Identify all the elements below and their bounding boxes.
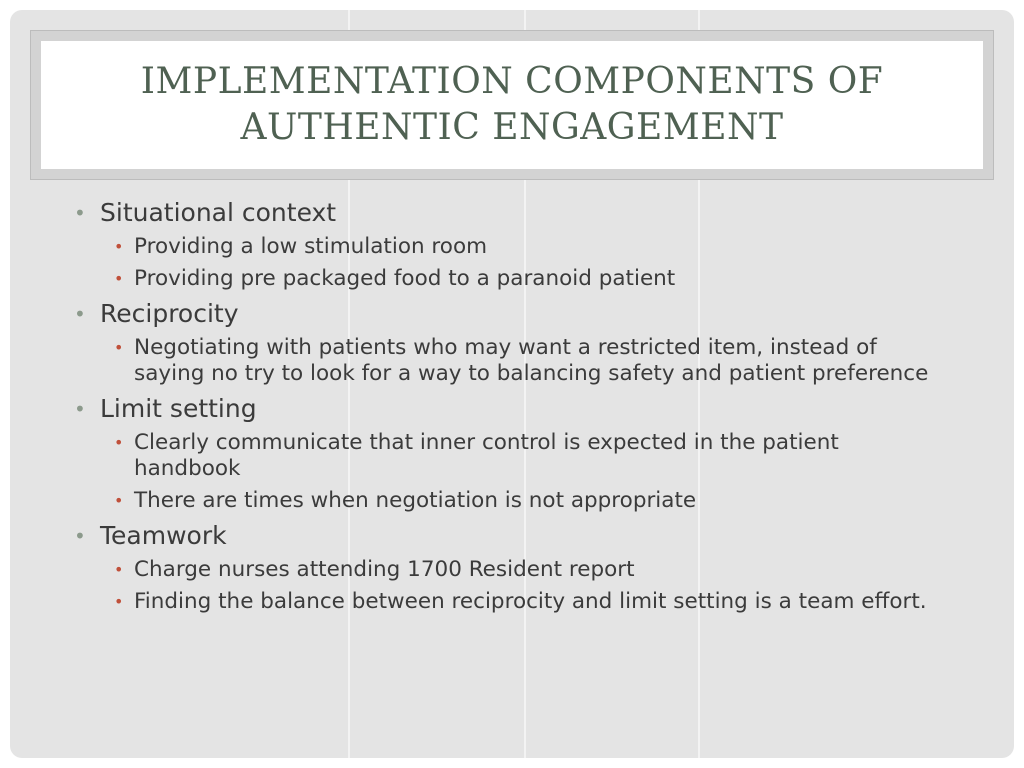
bullet-text: Limit setting — [100, 394, 257, 423]
bullet-item — [72, 394, 952, 424]
bullet-list — [72, 198, 952, 615]
sub-bullet-text: Providing pre packaged food to a paranoid patient — [134, 266, 676, 291]
sub-bullet-text: There are times when negotiation is not appropriate — [134, 488, 697, 513]
sub-bullet-marker: • — [114, 338, 124, 357]
bullet-marker: • — [74, 201, 86, 225]
sub-bullet-item — [72, 266, 952, 292]
sub-bullet-text: Negotiating with patients who may want a restricted item, instead of saying no try to look for a way to balancing safety and patient preference — [134, 335, 929, 386]
sub-bullet-item — [72, 488, 952, 514]
sub-bullet-text: Charge nurses attending 1700 Resident report — [134, 557, 635, 582]
bullet-marker: • — [74, 524, 86, 548]
bullet-item — [72, 299, 952, 329]
bullet-item — [72, 521, 952, 551]
sub-bullet-marker: • — [114, 237, 124, 256]
sub-bullet-item — [72, 430, 952, 482]
title-box — [41, 41, 983, 169]
slide-title: IMPLEMENTATION COMPONENTS OF AUTHENTIC ENGAGEMENT — [140, 61, 884, 148]
sub-bullet-text: Providing a low stimulation room — [134, 234, 488, 259]
bullet-text: Situational context — [100, 198, 337, 227]
sub-bullet-item — [72, 589, 952, 615]
sub-bullet-item — [72, 557, 952, 583]
sub-bullet-text: Clearly communicate that inner control is expected in the patient handbook — [134, 430, 839, 481]
bullet-item — [72, 198, 952, 228]
sub-bullet-marker: • — [114, 592, 124, 611]
bullet-marker: • — [74, 302, 86, 326]
bullet-text: Reciprocity — [100, 299, 239, 328]
sub-bullet-item — [72, 234, 952, 260]
bullet-marker: • — [74, 397, 86, 421]
sub-bullet-marker: • — [114, 560, 124, 579]
sub-bullet-item — [72, 335, 952, 387]
sub-bullet-marker: • — [114, 433, 124, 452]
sub-bullet-marker: • — [114, 269, 124, 288]
slide — [10, 10, 1014, 758]
sub-bullet-text: Finding the balance between reciprocity and limit setting is a team effort. — [134, 589, 927, 614]
bullet-text: Teamwork — [100, 521, 227, 550]
title-frame — [30, 30, 994, 180]
sub-bullet-marker: • — [114, 491, 124, 510]
